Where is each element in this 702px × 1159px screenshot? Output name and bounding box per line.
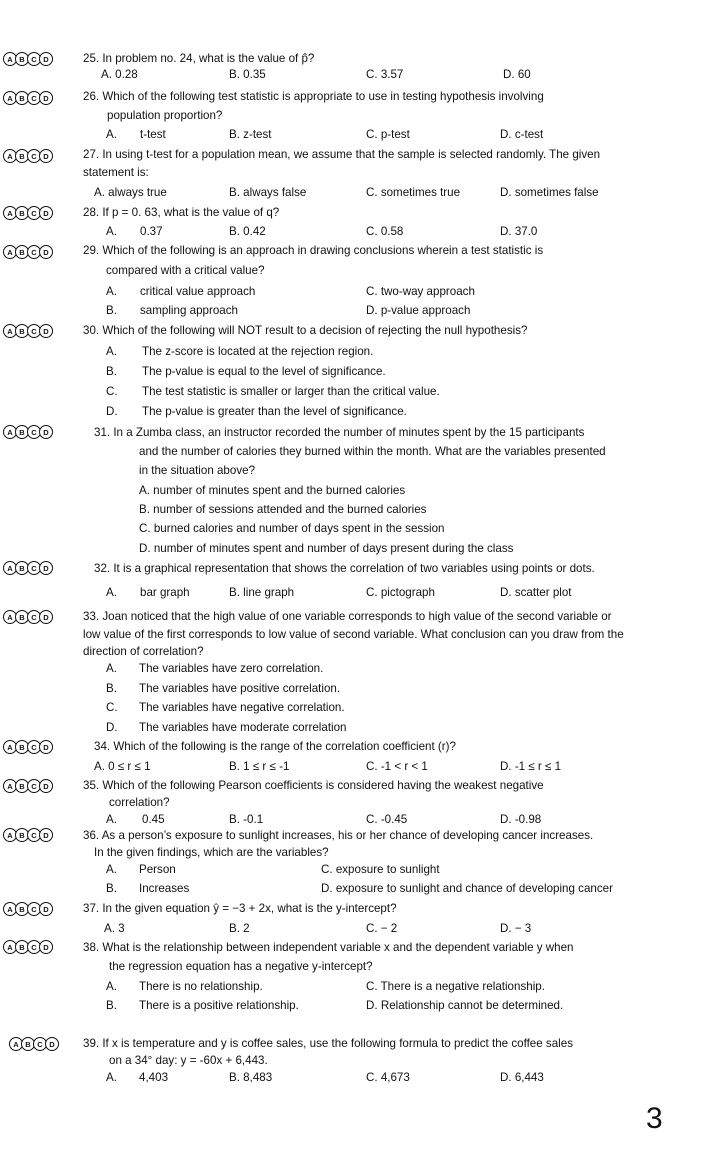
bubble-a[interactable]: A [3, 206, 17, 220]
bubble-d[interactable]: D [39, 610, 53, 624]
q34-option-b: B. 1 ≤ r ≤ -1 [229, 760, 290, 773]
q38-option-c: C. There is a negative relationship. [366, 980, 545, 993]
bubble-a[interactable]: A [3, 561, 17, 575]
bubble-c[interactable]: C [27, 324, 41, 338]
question-29-stem-cont: compared with a critical value? [106, 264, 265, 277]
bubble-b[interactable]: B [15, 740, 29, 754]
bubble-a[interactable]: A [3, 324, 17, 338]
q30-option-a-letter: A. [106, 345, 117, 358]
q25-option-b: B. 0.35 [229, 68, 266, 81]
q39-option-a-letter: A. [106, 1071, 117, 1084]
q29-option-a: critical value approach [140, 285, 256, 298]
bubble-b[interactable]: B [15, 561, 29, 575]
bubble-b[interactable]: B [15, 245, 29, 259]
q28-option-b: B. 0.42 [229, 225, 266, 238]
bubble-b[interactable]: B [15, 324, 29, 338]
question-30-stem: 30. Which of the following will NOT result to a decision of rejecting the null hypothesis? [83, 324, 528, 337]
answer-bubbles-37[interactable] [3, 902, 51, 916]
bubble-c[interactable]: C [27, 610, 41, 624]
bubble-d[interactable]: D [39, 828, 53, 842]
question-33-stem: 33. Joan noticed that the high value of one variable corresponds to high value of the second variable or [83, 610, 612, 623]
q39-option-a: 4,403 [139, 1071, 169, 1084]
q25-option-a: A. 0.28 [101, 68, 138, 81]
answer-bubbles-25[interactable] [3, 52, 51, 66]
q25-option-c: C. 3.57 [366, 68, 404, 81]
bubble-a[interactable]: A [3, 610, 17, 624]
bubble-a[interactable]: A [3, 940, 17, 954]
q25-option-d: D. 60 [503, 68, 531, 81]
answer-bubbles-39[interactable] [9, 1037, 57, 1051]
bubble-c[interactable]: C [27, 940, 41, 954]
q34-option-c: C. -1 < r < 1 [366, 760, 428, 773]
q38-option-d: D. Relationship cannot be determined. [366, 999, 564, 1012]
q39-option-b: B. 8,483 [229, 1071, 273, 1084]
bubble-b[interactable]: B [15, 902, 29, 916]
bubble-a[interactable]: A [3, 425, 17, 439]
q33-option-d: The variables have moderate correlation [139, 721, 347, 734]
question-27-stem: 27. In using t-test for a population mean, we assume that the sample is selected randomly. The given [83, 148, 601, 161]
question-31-stem-cont2: in the situation above? [139, 464, 256, 477]
q32-option-b: B. line graph [229, 586, 295, 599]
question-28-stem: 28. If p = 0. 63, what is the value of q? [83, 206, 280, 219]
bubble-b[interactable]: B [15, 91, 29, 105]
bubble-d[interactable]: D [39, 740, 53, 754]
bubble-b[interactable]: B [15, 206, 29, 220]
q36-option-d: D. exposure to sunlight and chance of developing cancer [321, 882, 613, 895]
question-33-stem-cont2: direction of correlation? [83, 645, 204, 658]
q32-option-d: D. scatter plot [500, 586, 572, 599]
question-38-stem: 38. What is the relationship between independent variable x and the dependent variable y when [83, 941, 574, 954]
q26-option-c: C. p-test [366, 128, 410, 141]
bubble-b[interactable]: B [15, 52, 29, 66]
question-29-stem: 29. Which of the following is an approach in drawing conclusions wherein a test statistic is [83, 244, 544, 257]
q35-option-a: 0.45 [142, 813, 165, 826]
q27-option-c: C. sometimes true [366, 186, 461, 199]
bubble-d[interactable]: D [39, 324, 53, 338]
q39-option-d: D. 6,443 [500, 1071, 544, 1084]
q33-option-d-letter: D. [106, 721, 118, 734]
question-31-stem-cont: and the number of calories they burned within the month. What are the variables presented [139, 445, 606, 458]
bubble-c[interactable]: C [27, 902, 41, 916]
q32-option-c: C. pictograph [366, 586, 435, 599]
q30-option-b: The p-value is equal to the level of significance. [142, 365, 386, 378]
bubble-a[interactable]: A [3, 902, 17, 916]
q38-option-b-letter: B. [106, 999, 117, 1012]
q30-option-b-letter: B. [106, 365, 117, 378]
q33-option-a-letter: A. [106, 662, 117, 675]
q35-option-b: B. -0.1 [229, 813, 264, 826]
q30-option-c-letter: C. [106, 385, 118, 398]
q34-option-a: A. 0 ≤ r ≤ 1 [94, 760, 151, 773]
q27-option-d: D. sometimes false [500, 186, 599, 199]
q26-option-a-letter: A. [106, 128, 117, 141]
q39-option-c: C. 4,673 [366, 1071, 410, 1084]
q33-option-b-letter: B. [106, 682, 117, 695]
answer-bubbles-28[interactable] [3, 206, 51, 220]
q32-option-a-letter: A. [106, 586, 117, 599]
bubble-c[interactable]: C [27, 206, 41, 220]
q28-option-a-letter: A. [106, 225, 117, 238]
bubble-a[interactable]: A [3, 149, 17, 163]
bubble-a[interactable]: A [3, 91, 17, 105]
bubble-d[interactable]: D [39, 91, 53, 105]
q26-option-b: B. z-test [229, 128, 272, 141]
q33-option-c: The variables have negative correlation. [139, 701, 345, 714]
bubble-d[interactable]: D [39, 779, 53, 793]
q28-option-a: 0.37 [140, 225, 163, 238]
bubble-d[interactable]: D [39, 902, 53, 916]
bubble-d[interactable]: D [39, 52, 53, 66]
q37-option-a: A. 3 [104, 922, 125, 935]
question-27-stem-cont: statement is: [83, 166, 149, 179]
q29-option-b: sampling approach [140, 304, 238, 317]
q32-option-a: bar graph [140, 586, 190, 599]
q31-option-c: C. burned calories and number of days spent in the session [139, 522, 445, 535]
answer-bubbles-34[interactable] [3, 740, 51, 754]
answer-bubbles-30[interactable] [3, 324, 51, 338]
q37-option-c: C. − 2 [366, 922, 398, 935]
question-36-stem-cont: In the given findings, which are the variables? [94, 846, 329, 859]
q28-option-c: C. 0.58 [366, 225, 404, 238]
question-37-stem: 37. In the given equation ŷ = −3 + 2x, what is the y-intercept? [83, 902, 397, 915]
q36-option-c: C. exposure to sunlight [321, 863, 440, 876]
bubble-a[interactable]: A [3, 828, 17, 842]
answer-bubbles-26[interactable] [3, 91, 51, 105]
q35-option-a-letter: A. [106, 813, 117, 826]
q30-option-a: The z-score is located at the rejection region. [142, 345, 374, 358]
bubble-a[interactable]: A [3, 245, 17, 259]
answer-bubbles-35[interactable] [3, 779, 51, 793]
q30-option-d-letter: D. [106, 405, 118, 418]
q36-option-b-letter: B. [106, 882, 117, 895]
bubble-b[interactable]: B [15, 828, 29, 842]
bubble-d[interactable]: D [39, 206, 53, 220]
bubble-c[interactable]: C [27, 740, 41, 754]
answer-bubbles-32[interactable] [3, 561, 51, 575]
bubble-b[interactable]: B [15, 779, 29, 793]
answer-bubbles-33[interactable] [3, 610, 51, 624]
q38-option-a: There is no relationship. [139, 980, 263, 993]
bubble-d[interactable]: D [39, 425, 53, 439]
bubble-a[interactable]: A [3, 52, 17, 66]
bubble-c[interactable]: C [27, 245, 41, 259]
q38-option-a-letter: A. [106, 980, 117, 993]
bubble-c[interactable]: C [27, 828, 41, 842]
answer-bubbles-27[interactable] [3, 149, 51, 163]
q36-option-a-letter: A. [106, 863, 117, 876]
bubble-d[interactable]: D [39, 940, 53, 954]
q33-option-a: The variables have zero correlation. [139, 662, 324, 675]
q35-option-c: C. -0.45 [366, 813, 408, 826]
question-26-stem-cont: population proportion? [107, 109, 223, 122]
q31-option-d: D. number of minutes spent and number of days present during the class [139, 542, 514, 555]
q29-option-c: C. two-way approach [366, 285, 475, 298]
q26-option-a: t-test [140, 128, 166, 141]
question-26-stem: 26. Which of the following test statistic is appropriate to use in testing hypothesis involving [83, 90, 544, 103]
q36-option-a: Person [139, 863, 176, 876]
q34-option-d: D. -1 ≤ r ≤ 1 [500, 760, 562, 773]
question-25-stem: 25. In problem no. 24, what is the value of p̂? [83, 52, 315, 65]
bubble-a[interactable]: A [3, 740, 17, 754]
bubble-d[interactable]: D [39, 561, 53, 575]
question-39-stem: 39. If x is temperature and y is coffee sales, use the following formula to predict the coffee sales [83, 1037, 573, 1050]
question-36-stem: 36. As a person’s exposure to sunlight increases, his or her chance of developing cancer increases. [83, 829, 594, 842]
answer-bubbles-38[interactable] [3, 940, 51, 954]
bubble-b[interactable]: B [15, 425, 29, 439]
bubble-d[interactable]: D [39, 245, 53, 259]
q33-option-c-letter: C. [106, 701, 118, 714]
q29-option-b-letter: B. [106, 304, 117, 317]
q38-option-b: There is a positive relationship. [139, 999, 299, 1012]
q36-option-b: Increases [139, 882, 190, 895]
bubble-b[interactable]: B [15, 610, 29, 624]
bubble-c[interactable]: C [27, 779, 41, 793]
question-34-stem: 34. Which of the following is the range of the correlation coefficient (r)? [94, 740, 456, 753]
q35-option-d: D. -0.98 [500, 813, 542, 826]
q29-option-d: D. p-value approach [366, 304, 471, 317]
question-35-stem-cont: correlation? [109, 796, 170, 809]
bubble-a[interactable]: A [9, 1037, 23, 1051]
bubble-c[interactable]: C [27, 91, 41, 105]
bubble-c[interactable]: C [33, 1037, 47, 1051]
q31-option-b: B. number of sessions attended and the burned calories [139, 503, 427, 516]
q29-option-a-letter: A. [106, 285, 117, 298]
q33-option-b: The variables have positive correlation. [139, 682, 341, 695]
q30-option-c: The test statistic is smaller or larger than the critical value. [142, 385, 440, 398]
bubble-d[interactable]: D [45, 1037, 59, 1051]
bubble-c[interactable]: C [27, 561, 41, 575]
answer-bubbles-29[interactable] [3, 245, 51, 259]
answer-bubbles-31[interactable] [3, 425, 51, 439]
question-33-stem-cont: low value of the first corresponds to low value of second variable. What conclusion can you draw from the [83, 628, 624, 641]
question-31-stem: 31. In a Zumba class, an instructor recorded the number of minutes spent by the 15 participants [94, 426, 585, 439]
question-32-stem: 32. It is a graphical representation that shows the correlation of two variables using points or dots. [94, 562, 595, 575]
q26-option-d: D. c-test [500, 128, 544, 141]
bubble-d[interactable]: D [39, 149, 53, 163]
page-number: 3 [646, 1102, 663, 1135]
bubble-b[interactable]: B [15, 149, 29, 163]
q37-option-d: D. − 3 [500, 922, 532, 935]
bubble-c[interactable]: C [27, 425, 41, 439]
question-35-stem: 35. Which of the following Pearson coefficients is considered having the weakest negative [83, 779, 544, 792]
bubble-b[interactable]: B [15, 940, 29, 954]
bubble-c[interactable]: C [27, 52, 41, 66]
question-39-stem-cont: on a 34° day: y = -60x + 6,443. [109, 1054, 268, 1067]
answer-bubbles-36[interactable] [3, 828, 51, 842]
bubble-c[interactable]: C [27, 149, 41, 163]
bubble-a[interactable]: A [3, 779, 17, 793]
q27-option-a: A. always true [94, 186, 167, 199]
q30-option-d: The p-value is greater than the level of significance. [142, 405, 407, 418]
q28-option-d: D. 37.0 [500, 225, 538, 238]
q37-option-b: B. 2 [229, 922, 250, 935]
q27-option-b: B. always false [229, 186, 307, 199]
bubble-b[interactable]: B [21, 1037, 35, 1051]
question-38-stem-cont: the regression equation has a negative y-intercept? [109, 960, 373, 973]
q31-option-a: A. number of minutes spent and the burned calories [139, 484, 406, 497]
